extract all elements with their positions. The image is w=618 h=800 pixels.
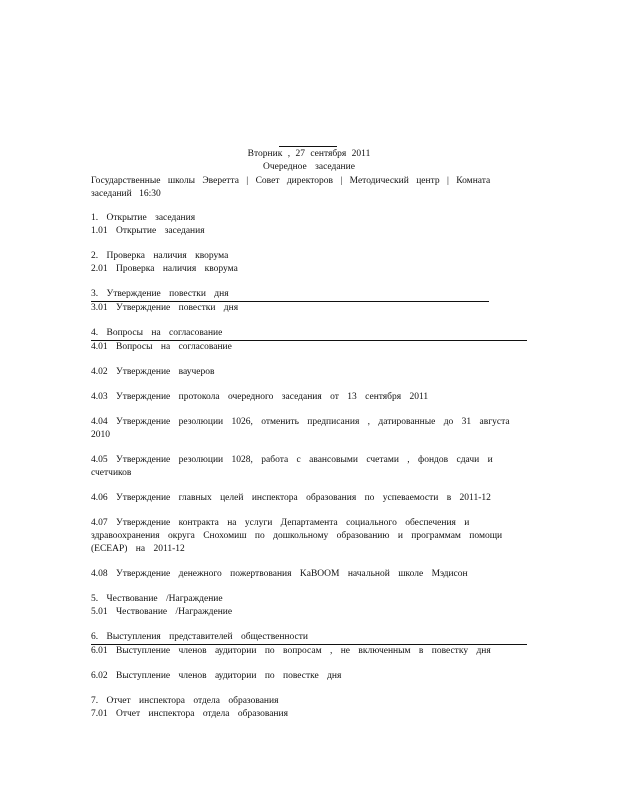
section-title: 1. Открытие заседания	[91, 213, 196, 223]
meeting-type: Очередное заседание	[263, 162, 355, 172]
agenda-item: 6.01 Выступление членов аудитории по вопросам , не включенным в повестку дня	[91, 646, 491, 656]
agenda-item: 4.06 Утверждение главных целей инспектора образования по успеваемости в 2011-12	[91, 493, 491, 503]
section-title: 4. Вопросы на согласование	[91, 327, 527, 341]
section-title: 5. Чествование /Награждение	[91, 594, 223, 604]
agenda-section-2	[91, 250, 527, 276]
agenda-item: 7.01 Отчет инспектора отдела образования	[91, 709, 288, 719]
agenda-item: 4.03 Утверждение протокола очередного заседания от 13 сентября 2011	[91, 392, 429, 402]
agenda-item: 4.02 Утверждение ваучеров	[91, 367, 215, 377]
agenda-item: 4.07 Утверждение контракта на услуги Департамента социального обеспечения и здравоохранения округа Снохомиш по дошкольному образованию и программам помощи (ECEAP) на 2011-12	[91, 518, 503, 554]
agenda-item: 3.01 Утверждение повестки дня	[91, 303, 239, 313]
section-title: 2. Проверка наличия кворума	[91, 251, 229, 261]
agenda-item: 4.01 Вопросы на согласование	[91, 342, 232, 352]
agenda-item: 4.04 Утверждение резолюции 1026, отменить предписания , датированные до 31 августа 2010	[91, 417, 510, 440]
agenda	[91, 212, 527, 733]
meeting-location: Государственные школы Эверетта | Совет директоров | Методический центр | Комната заседаний 16:30	[91, 176, 491, 199]
agenda-section-7	[91, 695, 527, 721]
section-title: 6. Выступления представителей общественности	[91, 631, 527, 645]
agenda-item: 4.05 Утверждение резолюции 1028, работа с авансовыми счетами , фондов сдачи и счетчиков	[91, 455, 493, 478]
header-rule	[279, 146, 337, 147]
agenda-section-3	[91, 288, 527, 315]
section-title: 7. Отчет инспектора отдела образования	[91, 696, 279, 706]
meeting-date: Вторник , 27 сентября 2011	[247, 149, 371, 159]
agenda-item: 4.08 Утверждение денежного пожертвования KaBOOM начальной школе Мэдисон	[91, 569, 468, 579]
agenda-item: 2.01 Проверка наличия кворума	[91, 264, 238, 274]
agenda-section-5	[91, 593, 527, 619]
agenda-section-6	[91, 631, 527, 683]
agenda-section-4	[91, 327, 527, 581]
agenda-item: 1.01 Открытие заседания	[91, 226, 205, 236]
section-title: 3. Утверждение повестки дня	[91, 288, 489, 302]
agenda-item: 6.02 Выступление членов аудитории по повестке дня	[91, 671, 342, 681]
agenda-item: 5.01 Чествование /Награждение	[91, 607, 233, 617]
agenda-section-1	[91, 212, 527, 238]
